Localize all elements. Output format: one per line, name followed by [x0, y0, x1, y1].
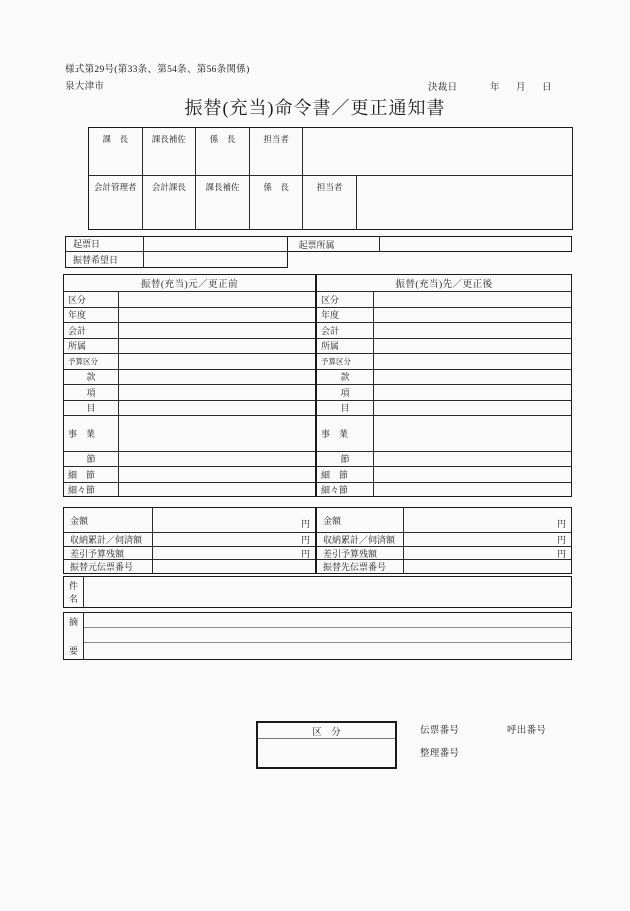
approval-cell-kacho: 課 長	[89, 128, 143, 175]
cumulative-value-cell	[404, 533, 571, 546]
destination-slip-row	[317, 560, 571, 573]
row-value-cell	[119, 401, 315, 416]
entry-section-row	[287, 236, 573, 252]
row-value-cell	[374, 308, 571, 323]
row-value-cell	[119, 323, 315, 338]
row-label: 款	[64, 370, 119, 385]
approval-cell-kacho-hosa: 課長補佐	[143, 128, 197, 175]
form-number: 様式第29号(第33条、第54条、第56条関係)	[65, 65, 250, 75]
balance-row	[317, 547, 571, 560]
approval-cell-tantosha: 担当者	[250, 128, 304, 175]
amount-row	[317, 508, 571, 533]
row-value-cell	[374, 483, 571, 497]
table-row	[64, 467, 315, 483]
balance-row	[64, 547, 315, 560]
approval-row-department	[89, 128, 572, 176]
balance-value-cell	[153, 547, 315, 559]
amount-table	[63, 507, 572, 574]
table-row	[64, 292, 315, 308]
table-row	[317, 467, 571, 483]
yen-unit: 円	[556, 519, 566, 529]
row-value-cell	[374, 292, 571, 307]
destination-column-header: 振替(充当)先／更正後	[317, 275, 571, 292]
table-row	[64, 483, 315, 497]
row-label: 項	[64, 385, 119, 400]
approval-cell-kacho-hosa2: 課長補佐	[196, 176, 250, 229]
row-label: 年度	[64, 308, 119, 323]
subject-box	[63, 576, 572, 608]
cumulative-value-cell	[153, 533, 315, 546]
category-box-header: 区 分	[258, 723, 395, 739]
source-column-header: 振替(充当)元／更正前	[64, 275, 315, 292]
table-row	[64, 323, 315, 339]
remarks-line	[84, 628, 571, 643]
amount-label: 金額	[64, 508, 153, 532]
row-value-cell	[119, 339, 315, 354]
row-label: 目	[64, 401, 119, 416]
balance-value-cell	[404, 547, 571, 559]
destination-slip-value-cell	[404, 560, 571, 573]
row-label: 事 業	[317, 416, 374, 451]
row-label: 年度	[317, 308, 374, 323]
table-row	[64, 385, 315, 401]
table-row	[317, 308, 571, 324]
remarks-box	[63, 612, 572, 660]
row-value-cell	[119, 370, 315, 385]
category-box-blank	[258, 739, 395, 767]
table-row	[64, 370, 315, 386]
approval-date-label: 決裁日	[428, 83, 458, 93]
table-row	[64, 401, 315, 417]
yen-unit: 円	[300, 535, 310, 545]
approval-cell-kaikei-kanrisha: 会計管理者	[89, 176, 143, 229]
subject-char-top: 件	[68, 581, 78, 591]
row-value-cell	[374, 452, 571, 467]
row-value-cell	[374, 401, 571, 416]
table-row	[317, 339, 571, 355]
row-value-cell	[119, 452, 315, 467]
row-value-cell	[119, 416, 315, 451]
table-row	[317, 323, 571, 339]
row-label: 会計	[317, 323, 374, 338]
row-label: 会計	[64, 323, 119, 338]
remarks-line	[84, 613, 571, 628]
amount-value-cell	[153, 508, 315, 532]
source-slip-value-cell	[153, 560, 315, 573]
approval-stamp-table	[88, 127, 573, 230]
row-label: 細々節	[64, 483, 119, 497]
table-row	[317, 483, 571, 497]
approval-cell-kakaricho2: 係 長	[250, 176, 304, 229]
table-row	[317, 416, 571, 452]
amount-row	[64, 508, 315, 533]
balance-label: 差引予算残額	[317, 547, 404, 559]
row-value-cell	[374, 370, 571, 385]
amount-value-cell	[404, 508, 571, 532]
table-row	[317, 452, 571, 468]
row-label: 区分	[317, 292, 374, 307]
day-label: 日	[542, 83, 552, 93]
desired-date-value-cell	[144, 252, 287, 268]
yen-unit: 円	[300, 519, 310, 529]
year-label: 年	[490, 83, 500, 93]
cumulative-label: 収納累計／伺済額	[317, 533, 404, 546]
row-value-cell	[374, 467, 571, 482]
row-value-cell	[374, 323, 571, 338]
subject-value-cell	[84, 577, 571, 607]
source-column	[64, 275, 317, 496]
subject-label	[64, 577, 84, 607]
remarks-line	[84, 643, 571, 659]
row-label: 節	[317, 452, 374, 467]
budget-category-table	[63, 274, 572, 497]
row-value-cell	[119, 467, 315, 482]
cumulative-row	[64, 533, 315, 547]
row-label: 節	[64, 452, 119, 467]
row-label: 所属	[317, 339, 374, 354]
table-row	[317, 292, 571, 308]
approval-cell-tantosha2: 担当者	[303, 176, 357, 229]
row-label: 項	[317, 385, 374, 400]
remarks-value-area	[84, 613, 571, 659]
amount-label: 金額	[317, 508, 404, 532]
table-row	[64, 339, 315, 355]
table-row	[317, 401, 571, 417]
entry-section-value-cell	[380, 237, 572, 251]
remarks-char-top: 摘	[68, 617, 78, 627]
table-row	[64, 354, 315, 370]
entry-section-label: 起票所属	[287, 237, 380, 251]
row-value-cell	[119, 292, 315, 307]
row-label: 款	[317, 370, 374, 385]
approval-row-accounting	[89, 176, 572, 229]
entry-date-value-cell	[144, 237, 287, 251]
row-label: 細々節	[317, 483, 374, 497]
destination-column	[317, 275, 571, 496]
table-row	[64, 452, 315, 468]
row-value-cell	[374, 385, 571, 400]
table-row	[64, 416, 315, 452]
amount-destination-column	[317, 508, 571, 573]
entry-date-row	[66, 237, 287, 252]
row-label: 予算区分	[64, 354, 119, 369]
category-box	[256, 721, 397, 769]
cumulative-label: 収納累計／伺済額	[64, 533, 153, 546]
row-label: 予算区分	[317, 354, 374, 369]
table-row	[317, 370, 571, 386]
approval-row2-blank	[357, 176, 572, 229]
approval-row1-blank	[303, 128, 572, 175]
row-label: 細 節	[64, 467, 119, 482]
table-row	[317, 385, 571, 401]
desired-date-label: 振替希望日	[66, 252, 144, 268]
subject-char-bottom: 名	[68, 594, 78, 604]
row-value-cell	[119, 308, 315, 323]
slip-number-label: 伝票番号	[420, 726, 460, 736]
approval-cell-kakaricho: 係 長	[196, 128, 250, 175]
cumulative-row	[317, 533, 571, 547]
reference-number-label: 整理番号	[420, 749, 460, 759]
destination-slip-label: 振替先伝票番号	[317, 560, 404, 573]
row-label: 区分	[64, 292, 119, 307]
source-slip-label: 振替元伝票番号	[64, 560, 153, 573]
row-value-cell	[119, 354, 315, 369]
desired-date-row	[66, 252, 287, 268]
row-label: 所属	[64, 339, 119, 354]
page-title: 振替(充当)命令書／更正通知書	[184, 98, 446, 118]
yen-unit: 円	[556, 548, 566, 559]
balance-label: 差引予算残額	[64, 547, 153, 559]
entry-date-table	[65, 236, 288, 268]
row-value-cell	[374, 416, 571, 451]
row-value-cell	[119, 385, 315, 400]
row-label: 事 業	[64, 416, 119, 451]
table-row	[64, 308, 315, 324]
remarks-char-bottom: 要	[68, 646, 78, 656]
row-value-cell	[374, 339, 571, 354]
yen-unit: 円	[300, 548, 310, 559]
municipality-name: 泉大津市	[65, 82, 105, 92]
approval-cell-kaikei-kacho: 会計課長	[143, 176, 197, 229]
entry-date-label: 起票日	[66, 237, 144, 251]
source-slip-row	[64, 560, 315, 573]
row-value-cell	[119, 483, 315, 497]
table-row	[317, 354, 571, 370]
row-label: 目	[317, 401, 374, 416]
remarks-label	[64, 613, 84, 659]
yen-unit: 円	[556, 535, 566, 545]
row-value-cell	[374, 354, 571, 369]
month-label: 月	[516, 83, 526, 93]
row-label: 細 節	[317, 467, 374, 482]
call-number-label: 呼出番号	[507, 726, 547, 736]
amount-source-column	[64, 508, 317, 573]
